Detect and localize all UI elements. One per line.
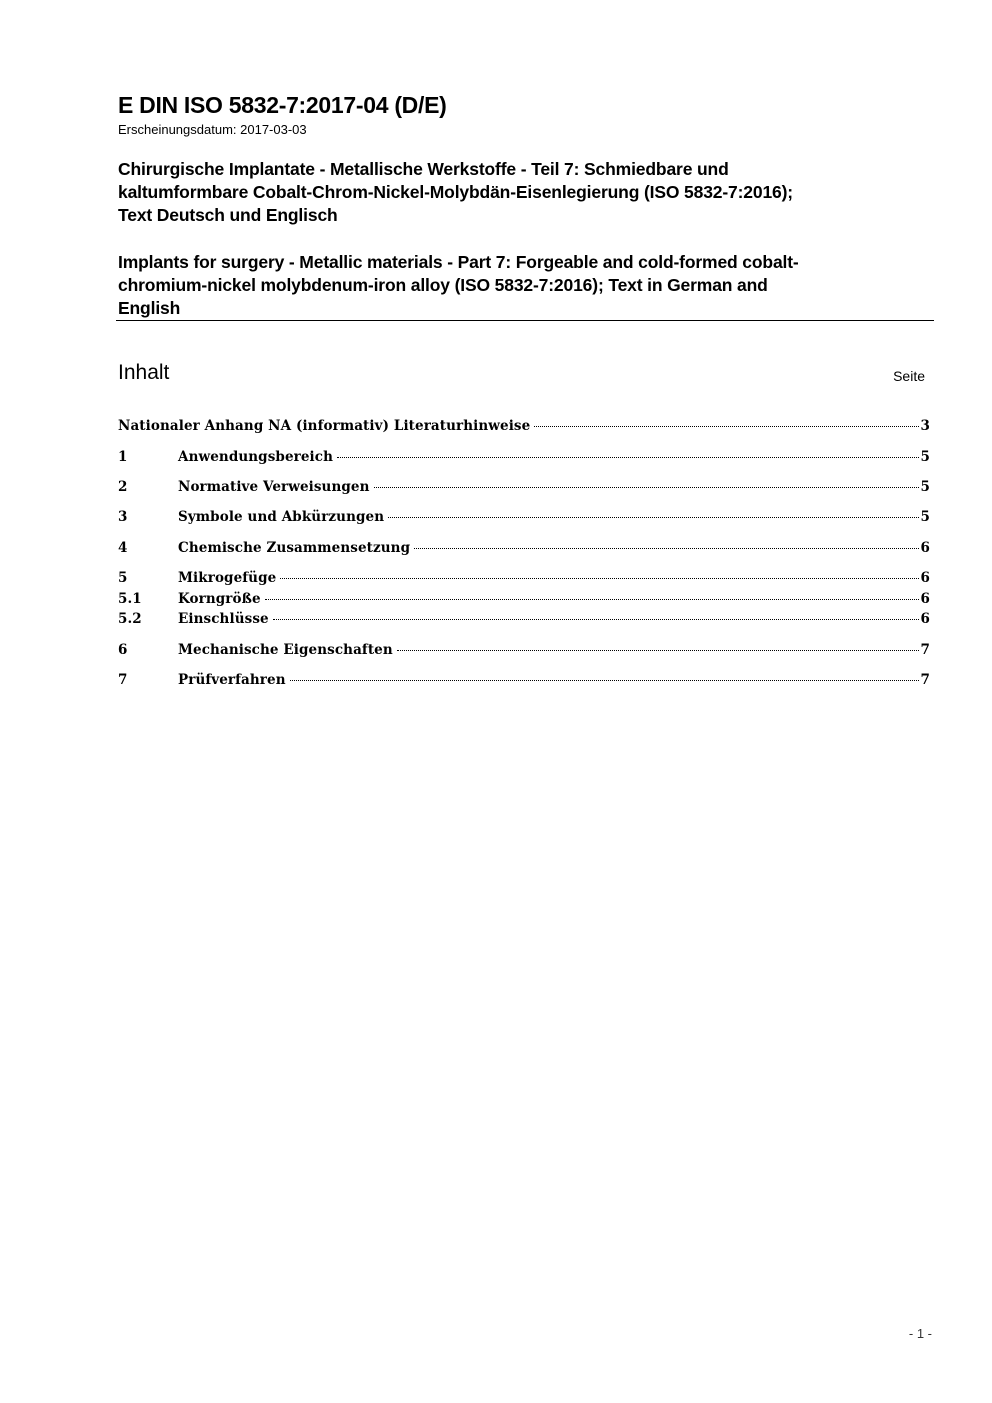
publication-date: Erscheinungsdatum: 2017-03-03 [118,122,307,137]
toc-entry-number: 5 [118,570,128,586]
toc-entry-national-annex[interactable] [118,418,930,438]
title-german-line: kaltumformbare Cobalt-Chrom-Nickel-Molybdän-Eisenlegierung (ISO 5832-7:2016); [118,182,793,202]
toc-entry-page: 7 [920,642,930,658]
toc-entry-page: 6 [920,591,930,607]
toc-dot-leader [280,578,918,579]
toc-entry-title: Normative Verweisungen [178,479,370,495]
toc-entry-page: 6 [920,611,930,627]
toc-entry-number: 7 [118,672,128,688]
toc-dot-leader [265,599,919,600]
toc-entry-7[interactable] [118,672,930,692]
toc-dot-leader [374,487,919,488]
title-german [118,158,928,227]
toc-entry-title: Mechanische Eigenschaften [178,642,393,658]
toc-entry-2[interactable] [118,479,930,499]
toc-entry-page: 3 [920,418,930,434]
toc-entry-number: 4 [118,540,128,556]
toc-entry-5-1[interactable] [118,591,930,611]
toc-entry-number: 1 [118,449,128,465]
toc-entry-3[interactable] [118,509,930,529]
toc-entry-number: 6 [118,642,128,658]
document-id: E DIN ISO 5832-7:2017-04 (D/E) [118,92,447,118]
toc-entry-title: Mikrogefüge [178,570,277,586]
toc-heading: Inhalt [118,361,170,384]
toc-entry-title: Korngröße [178,591,261,607]
toc-entry-page: 7 [920,672,930,688]
toc-entry-page: 5 [920,479,930,495]
toc-dot-leader [534,426,918,427]
toc-entry-5[interactable] [118,570,930,590]
title-divider [116,320,934,321]
toc-entry-title: Nationaler Anhang NA (informativ) Literaturhinweise [118,418,531,434]
toc-entry-page: 6 [920,540,930,556]
toc-entry-number: 3 [118,509,128,525]
title-english-line: Implants for surgery - Metallic materials - Part 7: Forgeable and cold-formed cobalt- [118,252,799,272]
toc-dot-leader [273,619,919,620]
toc-entry-title: Einschlüsse [178,611,269,627]
toc-entry-1[interactable] [118,449,930,469]
toc-dot-leader [397,650,919,651]
toc-page-label: Seite [893,368,925,384]
toc-entry-page: 6 [920,570,930,586]
title-german-line: Chirurgische Implantate - Metallische Werkstoffe - Teil 7: Schmiedbare und [118,159,729,179]
toc-entry-6[interactable] [118,642,930,662]
title-english-line: chromium-nickel molybdenum-iron alloy (ISO 5832-7:2016); Text in German and [118,275,768,295]
toc-entry-number: 5.2 [118,611,142,627]
toc-dot-leader [388,517,918,518]
toc-dot-leader [337,457,918,458]
toc-entry-page: 5 [920,449,930,465]
toc-entry-title: Prüfverfahren [178,672,286,688]
toc-entry-5-2[interactable] [118,611,930,631]
toc-entry-title: Symbole und Abkürzungen [178,509,385,525]
title-english-line: English [118,298,181,318]
toc-dot-leader [414,548,918,549]
toc-entry-number: 2 [118,479,128,495]
toc-entry-title: Chemische Zusammensetzung [178,540,411,556]
footer-page-number: - 1 - [908,1326,932,1341]
title-german-line: Text Deutsch und Englisch [118,205,338,225]
toc-entry-4[interactable] [118,540,930,560]
title-english [118,251,928,320]
toc-entry-number: 5.1 [118,591,142,607]
toc-dot-leader [290,680,919,681]
toc-entry-title: Anwendungsbereich [178,449,334,465]
toc-entry-page: 5 [920,509,930,525]
